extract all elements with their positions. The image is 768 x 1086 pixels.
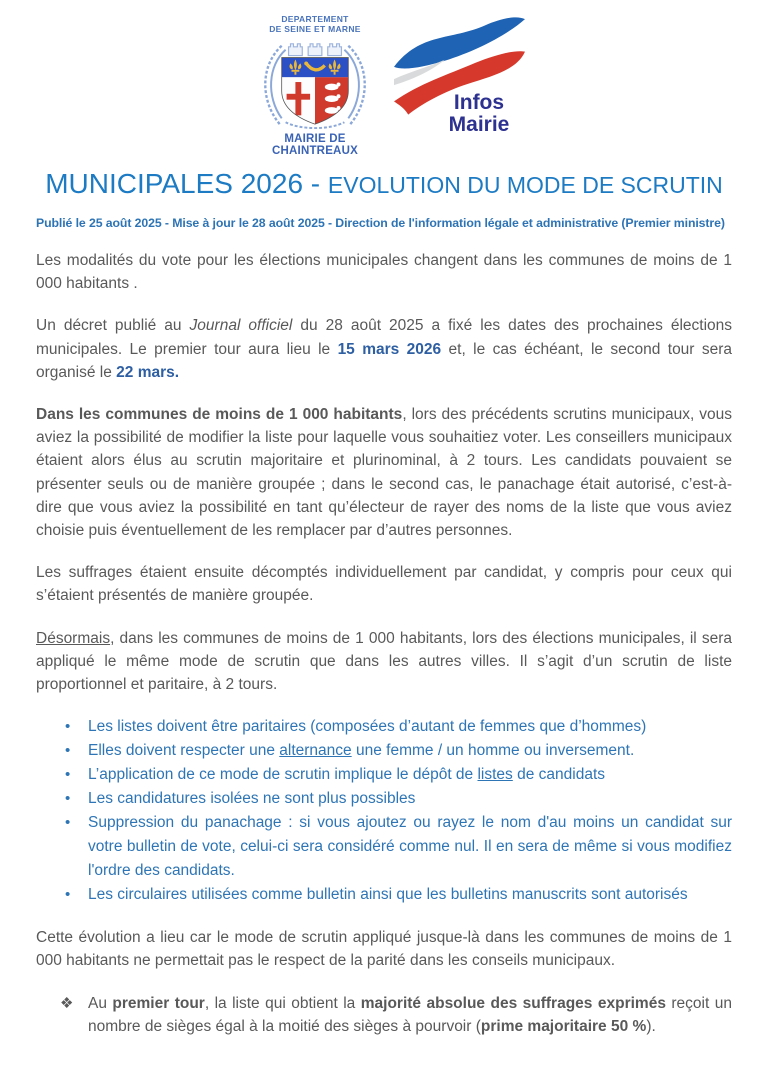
- mairie-line: Mairie: [448, 113, 510, 136]
- diamond-item: [36, 992, 732, 1038]
- bullet-marker: •: [65, 742, 71, 760]
- paragraph-desormais: Désormais, dans les communes de moins de 1 000 habitants, lors des élections municipales, il sera appliqué le même mode de scrutin que dans les autres villes. Il s’agit d’un scrutin de liste proportionnel et paritaire, à 2 tours.: [36, 629, 732, 694]
- department-label: [242, 14, 388, 34]
- bullet-marker: •: [65, 790, 71, 808]
- bullet-item: [36, 811, 732, 883]
- paragraph-intro: Les modalités du vote pour les élections municipales changent dans les communes de moins de 1 000 habitants .: [36, 252, 732, 293]
- rules-bullet-list: [36, 715, 732, 907]
- bullet-marker: •: [65, 886, 71, 904]
- paragraph-decret: Un décret publié au Journal officiel du 28 août 2025 a fixé les dates des prochaines élections municipales. Le premier tour aura lieu le 15 mars 2026 et, le cas échéant, le second tour sera organisé le 22 mars.: [36, 317, 733, 381]
- bullet-marker: •: [65, 718, 71, 736]
- bullet-item: [36, 883, 732, 907]
- bullet-text: Les candidatures isolées ne sont plus possibles: [88, 790, 416, 808]
- infos-mairie-logo: [394, 10, 526, 138]
- bullet-marker: •: [65, 814, 71, 832]
- title-main: MUNICIPALES 2026 -: [45, 168, 328, 199]
- bullet-marker: •: [65, 766, 71, 784]
- title-sub: EVOLUTION DU MODE DE SCRUTIN: [327, 172, 723, 198]
- bullet-text: Suppression du panachage : si vous ajoutez ou rayez le nom d'au moins un candidat sur votre bulletin de vote, celui-ci sera considéré comme nul. Il en sera de même si vous modifiez l'ordre des candidats.: [88, 814, 732, 880]
- town-logo: [242, 10, 388, 157]
- bullet-text: Elles doivent respecter une alternance une femme / un homme ou inversement.: [88, 742, 635, 760]
- bullet-text: L’application de ce mode de scrutin implique le dépôt de listes de candidats: [88, 766, 606, 784]
- bullet-text: Les listes doivent être paritaires (composées d’autant de femmes que d’hommes): [88, 718, 647, 736]
- paragraph-suffrages: Les suffrages étaient ensuite décomptés individuellement par candidat, y compris pour ceux qui s’étaient présentés de manière groupée.: [36, 564, 732, 605]
- department-line2: DE SEINE ET MARNE: [269, 24, 361, 34]
- department-line1: DEPARTEMENT: [281, 14, 349, 24]
- paragraph-conclusion: Cette évolution a lieu car le mode de scrutin appliqué jusque-là dans les communes de moins de 1 000 habitants ne permettait pas le respect de la parité dans les conseils municipaux.: [36, 929, 732, 970]
- diamond-marker: ❖: [60, 994, 74, 1012]
- bullet-item: [36, 763, 732, 787]
- paragraph-ancien-scrutin: Dans les communes de moins de 1 000 habitants, lors des précédents scrutins municipaux, vous aviez la possibilité de modifier la liste pour laquelle vous souhaitiez voter. Les conseillers municipaux étaient alors élus au scrutin majoritaire et plurinominal, à 2 tours. Les candidats pouvaient se présenter seuls ou de manière groupée ; dans le second cas, le panachage était autorisé, c’est-à-dire que vous aviez la possibilité en tant qu’électeur de rayer des noms de la liste que vous aviez choisie puis éventuellement de les remplacer par d’autres personnes.: [36, 406, 732, 540]
- bullet-item: [36, 715, 732, 739]
- coat-of-arms-icon: [256, 36, 374, 132]
- page-title: [36, 164, 732, 201]
- infos-line: Infos: [453, 91, 505, 114]
- bullet-item: [36, 739, 732, 763]
- diamond-text: Au premier tour, la liste qui obtient la majorité absolue des suffrages exprimés reçoit un nombre de sièges égal à la moitié des sièges à pourvoir (prime majoritaire 50 %).: [88, 994, 732, 1035]
- mairie-label: MAIRIE DE CHAINTREAUX: [272, 133, 358, 157]
- header: [36, 10, 732, 157]
- publication-meta: Publié le 25 août 2025 - Mise à jour le 28 août 2025 - Direction de l'information légale et administrative (Premier ministre): [36, 216, 725, 230]
- bullet-text: Les circulaires utilisées comme bulletin ainsi que les bulletins manuscrits sont autorisés: [88, 886, 688, 904]
- bullet-item: [36, 787, 732, 811]
- infos-mairie-label: [432, 92, 526, 136]
